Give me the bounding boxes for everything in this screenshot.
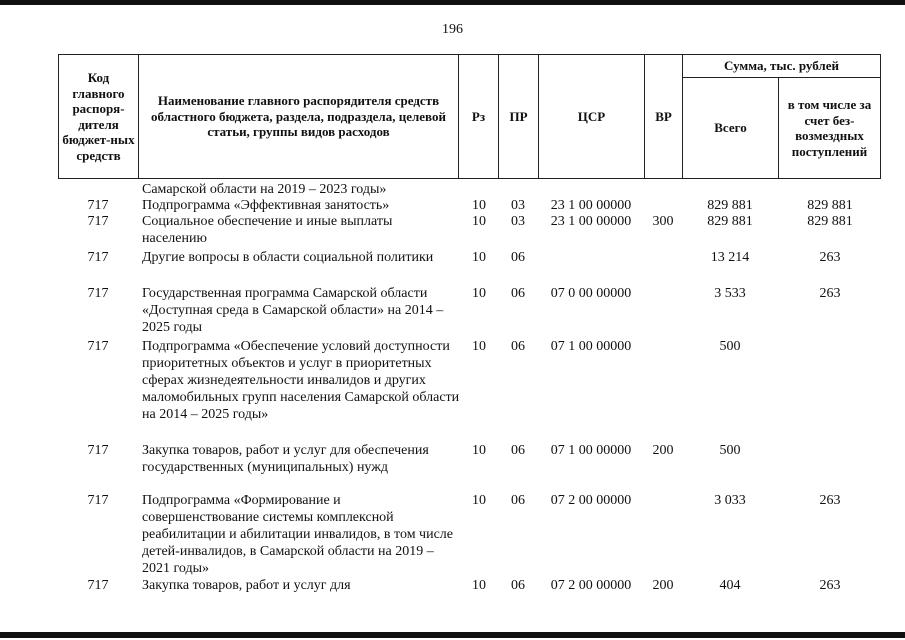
- cell-pr: 06: [511, 339, 525, 354]
- header-vr: ВР: [645, 55, 683, 179]
- cell-name: Самарской области на 2019 – 2023 годы»: [142, 182, 387, 197]
- cell-total: 500: [719, 339, 741, 354]
- table-row: [58, 285, 880, 338]
- header-csr: ЦСР: [539, 55, 645, 179]
- cell-rz: 10: [472, 493, 486, 508]
- cell-csr: 07 0 00 00000: [550, 286, 632, 301]
- cell-csr: 23 1 00 00000: [550, 214, 632, 229]
- cell-incl: 829 881: [807, 214, 853, 229]
- table-row: [58, 181, 880, 197]
- cell-code: 717: [87, 198, 109, 213]
- cell-total: 829 881: [707, 198, 753, 213]
- cell-total: 500: [719, 443, 741, 458]
- header-total: Всего: [683, 78, 779, 179]
- cell-pr: 03: [511, 198, 525, 213]
- cell-name: Социальное обеспечение и иные выплаты населению: [142, 214, 393, 246]
- header-sum: Сумма, тыс. рублей: [683, 55, 881, 78]
- cell-total: 3 033: [714, 493, 746, 508]
- cell-pr: 06: [511, 578, 525, 593]
- cell-code: 717: [87, 493, 109, 508]
- cell-csr: 07 1 00 00000: [550, 443, 632, 458]
- cell-rz: 10: [472, 198, 486, 213]
- cell-csr: 23 1 00 00000: [550, 198, 632, 213]
- cell-code: 717: [87, 250, 109, 265]
- cell-rz: 10: [472, 214, 486, 229]
- cell-name: Подпрограмма «Обеспечение условий доступности приоритетных объектов и услуг в приоритетных сферах жизнедеятельности инвалидов и других маломобильных групп населения Самарской области на 2014 – 2025 годы»: [142, 339, 460, 422]
- cell-total: 829 881: [707, 214, 753, 229]
- table-row: [58, 213, 880, 249]
- table-header: [58, 54, 881, 179]
- header-code: Код главного распоря-дителя бюджет-ных средств: [59, 55, 139, 179]
- cell-rz: 10: [472, 250, 486, 265]
- cell-pr: 06: [511, 493, 525, 508]
- cell-name: Подпрограмма «Эффективная занятость»: [142, 198, 390, 213]
- cell-rz: 10: [472, 443, 486, 458]
- cell-csr: 07 1 00 00000: [550, 339, 632, 354]
- cell-total: 404: [719, 578, 741, 593]
- cell-code: 717: [87, 443, 109, 458]
- cell-incl: 263: [819, 578, 841, 593]
- header-name: Наименование главного распорядителя средств областного бюджета, раздела, подраздела, целевой статьи, группы видов расходов: [139, 55, 459, 179]
- cell-rz: 10: [472, 286, 486, 301]
- cell-csr: 07 2 00 00000: [550, 493, 632, 508]
- cell-code: 717: [87, 214, 109, 229]
- cell-name: Другие вопросы в области социальной политики: [142, 250, 434, 265]
- table-row: [58, 577, 880, 595]
- cell-rz: 10: [472, 578, 486, 593]
- cell-name: Закупка товаров, работ и услуг для: [142, 578, 351, 593]
- cell-name: Закупка товаров, работ и услуг для обеспечения государственных (муниципальных) нужд: [142, 443, 429, 475]
- table-row: [58, 442, 880, 492]
- cell-vr: 200: [652, 443, 674, 458]
- table-body: [58, 181, 880, 595]
- cell-rz: 10: [472, 339, 486, 354]
- header-rz: Рз: [459, 55, 499, 179]
- header-incl: в том числе за счет без-возмездных поступлений: [779, 78, 881, 179]
- top-border: [0, 0, 905, 5]
- cell-pr: 06: [511, 286, 525, 301]
- cell-code: 717: [87, 339, 109, 354]
- page-number: 196: [442, 22, 463, 37]
- table-row: [58, 492, 880, 577]
- cell-pr: 03: [511, 214, 525, 229]
- cell-total: 13 214: [710, 250, 750, 265]
- cell-code: 717: [87, 286, 109, 301]
- header-pr: ПР: [499, 55, 539, 179]
- table-row: [58, 249, 880, 285]
- cell-incl: 263: [819, 250, 841, 265]
- cell-pr: 06: [511, 250, 525, 265]
- cell-incl: 263: [819, 286, 841, 301]
- cell-vr: 200: [652, 578, 674, 593]
- table-row: [58, 338, 880, 442]
- cell-csr: 07 2 00 00000: [550, 578, 632, 593]
- cell-incl: 829 881: [807, 198, 853, 213]
- cell-incl: 263: [819, 493, 841, 508]
- cell-vr: 300: [652, 214, 674, 229]
- cell-name: Государственная программа Самарской области «Доступная среда в Самарской области» на 2014 – 2025 годы: [142, 286, 444, 335]
- cell-pr: 06: [511, 443, 525, 458]
- cell-total: 3 533: [714, 286, 746, 301]
- table-row: [58, 197, 880, 213]
- bottom-border: [0, 632, 905, 638]
- cell-name: Подпрограмма «Формирование и совершенствование системы комплексной реабилитации и абилитации инвалидов, в том числе детей-инвалидов, в Самарской области на 2019 – 2021 годы»: [142, 493, 453, 576]
- cell-code: 717: [87, 578, 109, 593]
